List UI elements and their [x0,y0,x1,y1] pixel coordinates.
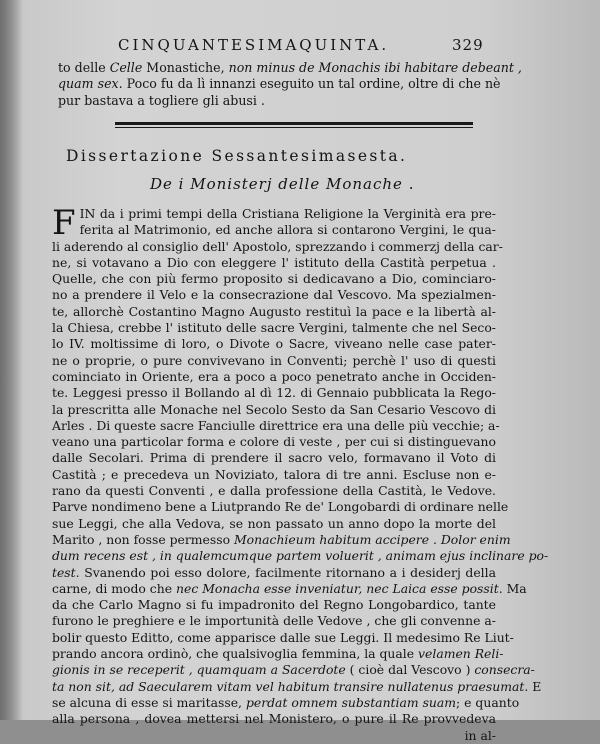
text-run: alla persona , dovea mettersi nel Monistero, o pure il Re provvedeva [52,711,496,727]
text-run: furono le preghiere e le importunità delle Vedove , che gli convenne a- [52,613,496,629]
body-line [52,434,496,450]
text-run: prando ancora ordinò, che qualsivoglia femmina, la quale [52,646,419,662]
italic-text-run: non minus de Monachis ibi habitare debeant , [228,60,522,75]
body-line [52,417,500,434]
body-line [52,580,527,597]
section-rule [115,122,473,125]
body-line [52,222,496,238]
text-run: . Ma [498,580,527,596]
italic-text-run: dum recens est , in qualemcumque partem voluerit , animam ejus inclinare po- [52,548,549,564]
italic-text-run: consecra- [474,662,535,678]
text-run: ne o proprie, o pure convivevano in Conventi; perchè l' uso di questi [52,352,496,368]
body-line [52,320,496,336]
body-line [52,694,520,711]
carryover-line [58,93,488,109]
text-run: da che Carlo Magno si fu impadronito del Regno Longobardico, tante [52,597,496,613]
body-line [52,402,496,418]
section-rule-thin [115,127,473,128]
text-run: . Svanendo poi esso dolore, facilmente ritornano a i desiderj della [75,564,496,580]
italic-text-run: quam sex [58,76,119,92]
italic-text-run: ta non sit, ad Saecularem vitam vel habitum transire nullatenus praesumat [52,678,525,694]
body-text [52,203,549,744]
body-line [52,336,496,352]
italic-text-run: Monachieum habitum accipere . Dolor enim [234,531,511,547]
body-line [52,353,496,369]
body-line [52,711,496,727]
body-line [52,483,496,499]
carryover-line [58,60,522,76]
text-run: la prescritta alle Monache nel Secolo Sesto da San Cesario Vescovo di [52,401,496,417]
text-run: la Chiesa, crebbe l' istituto delle sacre Vergini, talmente che nel Seco- [52,320,496,336]
text-run: Arles . Di queste sacre Fanciulle direttrice era una delle più vecchie; a- [52,417,500,433]
italic-text-run: Celle [109,60,143,75]
text-run: cominciato in Oriente, era a poco a poco penetrato anche in Occiden- [52,368,496,384]
body-line [52,385,496,401]
text-run: pur bastava a togliere gli abusi . [58,92,265,108]
text-run: in al- [464,727,496,743]
body-line [52,646,504,662]
text-run: carne, di modo che [52,580,177,596]
text-run: te. Leggesi presso il Bollando al dì 12. di Gennaio pubblicata la Rego- [52,385,496,401]
text-run: Quelle, che con più fermo proposito si dedicavano a Dio, cominciaro- [52,271,496,287]
body-line [52,255,496,271]
text-run: se alcuna di esse si maritasse, [52,694,246,710]
text-run: Parve nondimeno bene a Liutprando Re de' Longobardi di ordinare nelle [52,499,509,515]
text-run: li aderendo al consiglio dell' Apostolo, sprezzando i commerzj della car- [52,238,503,254]
page-edge-shadow [0,0,22,720]
body-line [52,678,542,695]
drop-cap: F [52,203,76,243]
body-line [52,467,496,483]
carryover-text [58,60,522,109]
text-run: ( cioè dal Vescovo ) [345,662,475,678]
page-number: 329 [452,36,484,54]
dissertation-title: Dissertazione Sessantesimasesta. [66,147,408,165]
italic-text-run: test [52,564,76,580]
text-run: ; e quanto [456,694,520,710]
body-line [52,287,496,303]
body-line [52,369,496,385]
body-line [52,629,514,646]
body-line [52,613,496,629]
text-run: dalle Secolari. Prima di prendere il sacro velo, formavano il Voto di [52,450,496,466]
body-line [52,662,535,678]
italic-text-run: velamen Reli- [418,646,504,662]
body-line [52,450,496,466]
text-run: . Poco fu da lì innanzi eseguito un tal ordine, oltre di che nè [118,76,501,92]
body-line [52,597,496,613]
body-line [52,304,496,320]
text-run: no a prendere il Velo e la consecrazione dal Vescovo. Ma spezialmen- [52,287,496,303]
text-run: veano una particolar forma e colore di veste , per cui si distinguevano [52,434,496,450]
text-run: IN da i primi tempi della Cristiana Religione la Verginità era pre- [79,206,496,221]
text-run: rano da questi Conventi , e dalla professione della Castità, le Vedove. [52,483,496,499]
running-head: CINQUANTESIMAQUINTA. [118,36,390,54]
carryover-line [58,76,501,92]
text-run: ferita al Matrimonio, ed anche allora si contarono Vergini, le qua- [79,222,496,238]
body-line [52,565,496,581]
body-line [52,206,496,222]
italic-text-run: perdat omnem substantiam suam [245,694,457,710]
text-run: to delle [58,60,110,75]
body-line [52,271,496,287]
text-run: ne, si votavano a Dio con eleggere l' istituto della Castità perpetua . [52,254,496,270]
text-run: . E [524,678,542,694]
dissertation-subtitle: De i Monisterj delle Monache . [150,175,415,193]
text-run: Castità ; e precedeva un Noviziato, talora di tre anni. Escluse non e- [52,466,496,482]
italic-text-run: nec Monacha esse inveniatur, nec Laica esse possit [176,580,499,596]
text-run: te, allorchè Costantino Magno Augusto restituì la pace e la libertà al- [52,303,496,319]
text-run: lo IV. moltissime di loro, o Divote o Sacre, viveano nelle case pater- [52,336,496,352]
text-run: Marito , non fosse permesso [52,531,234,547]
body-line [52,548,549,564]
body-line [52,499,509,515]
body-line [52,531,511,548]
body-line [52,728,496,744]
text-run: Monastiche, [142,60,229,75]
text-run: sue Leggi, che alla Vedova, se non passato un anno dopo la morte del [52,515,496,531]
text-run: bolir questo Editto, come apparisce dalle sue Leggi. Il medesimo Re Liut- [52,629,514,645]
italic-text-run: gionis in se receperit , quamquam a Sacerdote [52,662,346,678]
body-line [52,516,496,532]
body-line [52,238,503,255]
